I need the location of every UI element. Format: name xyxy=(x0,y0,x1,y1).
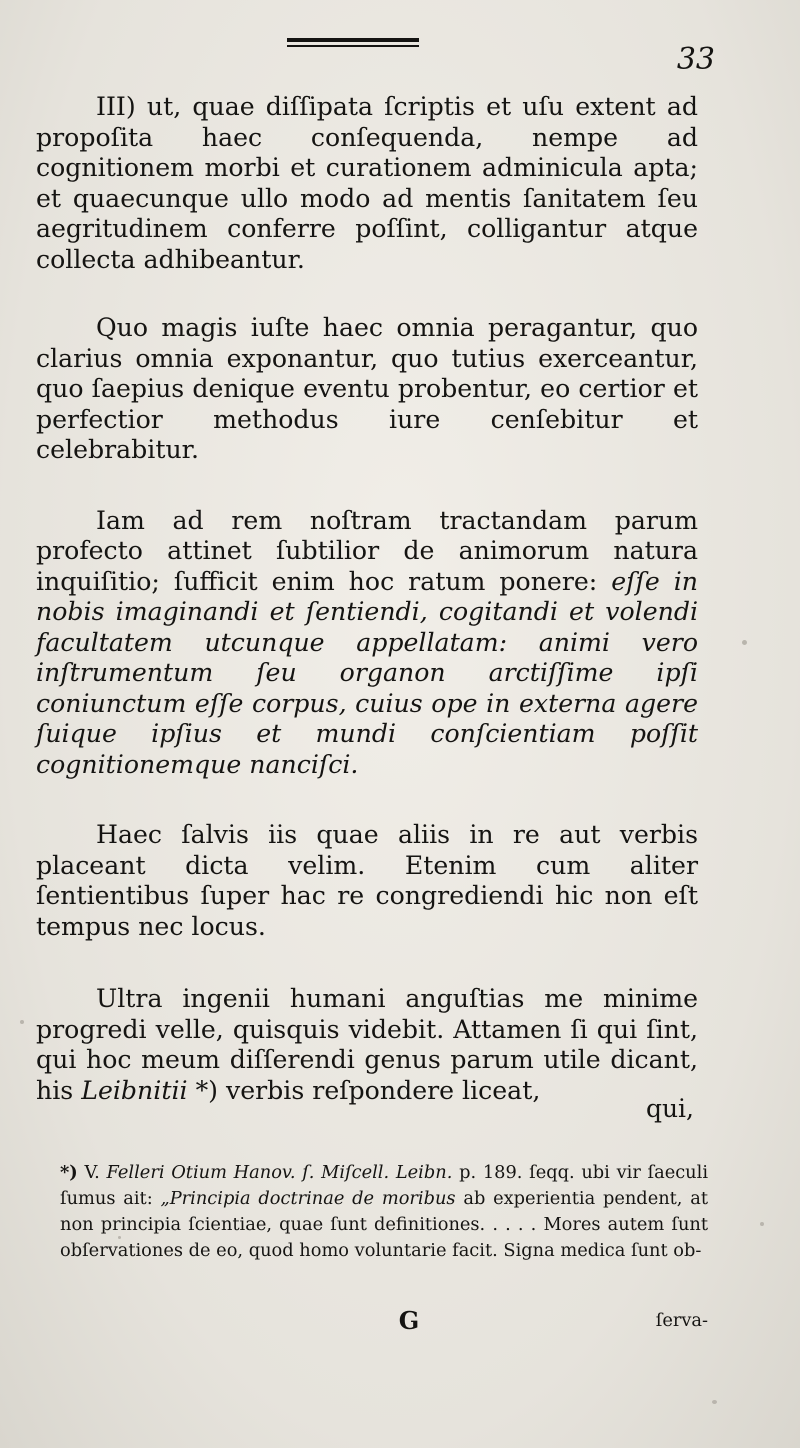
footnote-lead: V. xyxy=(84,1162,100,1183)
footnote-source-tail: p. 189. ſeqq. ubi vir ſaeculi ſumus ait: xyxy=(60,1162,709,1209)
paragraph-5 xyxy=(36,984,698,1106)
catchword: qui, xyxy=(645,1094,694,1123)
paragraph-2: Quo magis iuſte haec omnia peragantur, quo clarius omnia exponantur, quo tutius exerceantur, quo ſaepius denique eventu probentur, eo certior et perfectior methodus iure cenſebitur et celebrabitur. xyxy=(36,313,698,464)
footnote-source: Felleri Otium Hanov. ſ. Miſcell. Leibn. xyxy=(106,1162,453,1183)
header-rule xyxy=(287,38,419,47)
leibnitii-name: Leibnitii xyxy=(81,1075,188,1105)
paragraph-5-after: *) verbis reſpondere liceat, xyxy=(195,1075,541,1105)
paragraph-3-italic: eſſe in nobis imaginandi et ſentiendi, cogitandi et volendi facultatem utcunque appellatam: animi vero inſtrumentum ſeu organon arctiſſime ipſi coniunctum eſſe corpus, cuius ope in externa agere ſuique ipſius et mundi conſcientiam poſſit cognitionemque nanciſci. xyxy=(36,566,698,779)
paragraph-3 xyxy=(36,506,698,781)
footnote-quote: „Principia doctrinae de moribus xyxy=(160,1188,456,1209)
footnote-rest: ab experientia pendent, at non principia ſcientiae, quae ſunt definitiones. . . . . Mores autem ſunt obſervationes de eo, quod homo voluntarie facit. Signa medica ſunt ob- xyxy=(60,1188,708,1261)
paragraph-5-before: Ultra ingenii humani anguſtias me minime progredi velle, quisquis videbit. Attamen ſi qui ſint, qui hoc meum diſſerendi genus parum utile dicant, his xyxy=(36,984,698,1105)
main-text xyxy=(36,92,698,1106)
paragraph-4: Haec ſalvis iis quae aliis in re aut verbis placeant dicta velim. Etenim cum aliter ſentientibus ſuper hac re congrediendi hic non eſt tempus nec locus. xyxy=(36,820,698,941)
footnote-catchword: ſerva- xyxy=(655,1310,708,1331)
paragraph-1: III) ut, quae diſſipata ſcriptis et uſu extent ad propoſita haec conſequenda, nempe ad cognitionem morbi et curationem adminicula apta; et quaecunque ullo modo ad mentis ſanitatem ſeu aegritudinem conferre poſſint, colligantur atque collecta adhibeantur. xyxy=(36,92,698,274)
footnote-mark: *) xyxy=(60,1162,78,1183)
footnote xyxy=(60,1160,708,1264)
paragraph-3-roman: Iam ad rem noſtram tractandam parum profecto attinet ſubtilior de animorum natura inquiſitio; ſufficit enim hoc ratum ponere: xyxy=(36,505,698,596)
signature-mark: G xyxy=(398,1306,420,1335)
page-number: 33 xyxy=(676,42,715,77)
